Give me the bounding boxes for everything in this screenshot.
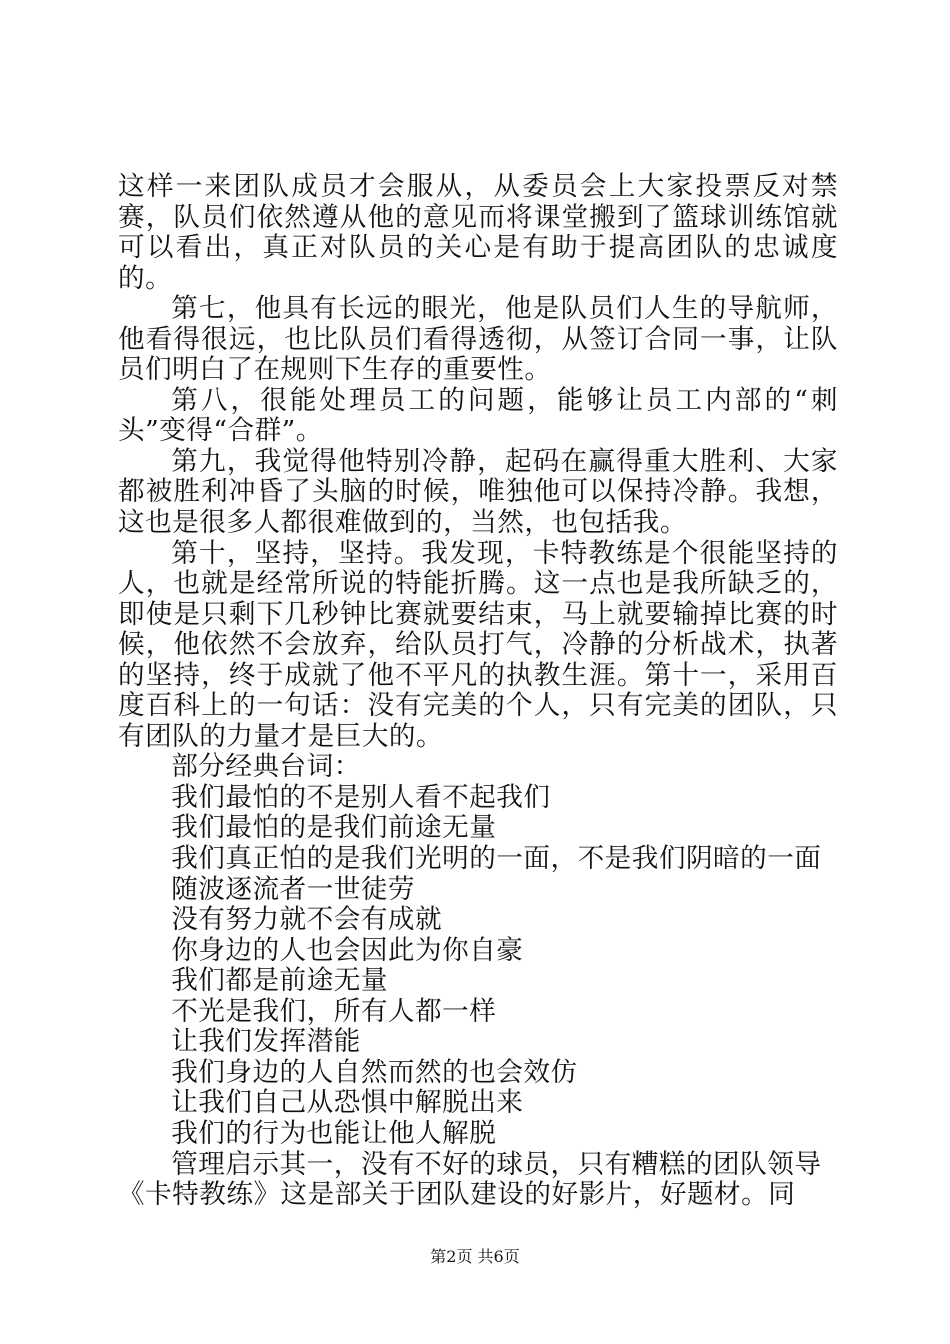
- quote-line: 你身边的人也会因此为你自豪: [171, 934, 524, 966]
- quote-line: 我们的行为也能让他人解脱: [171, 1117, 497, 1149]
- quote-line: 我们真正怕的是我们光明的一面，不是我们阴暗的一面: [171, 843, 822, 875]
- quote-line: 我们身边的人自然而然的也会效仿: [171, 1056, 578, 1088]
- paragraph-ninth: 第九，我觉得他特别冷静，起码在赢得重大胜利、大家都被胜利冲昏了头脑的时候，唯独他可以保持冷静。我想，这也是很多人都很难做到的，当然，也包括我。: [118, 445, 838, 539]
- quotes-heading: 部分经典台词：: [171, 751, 361, 783]
- quote-line: 没有努力就不会有成就: [171, 904, 443, 936]
- paragraph-tenth: 第十，坚持，坚持。我发现，卡特教练是个很能坚持的人，也就是经常所说的特能折腾。这一点也是我所缺乏的，即使是只剩下几秒钟比赛就要结束，马上就要输掉比赛的时候，他依然不会放弃，给队员打气，冷静的分析战术，执著的坚持，终于成就了他不平凡的执教生涯。第十一，采用百度百科上的一句话：没有完美的个人，只有完美的团队，只有团队的力量才是巨大的。: [118, 537, 838, 752]
- quote-line: 我们最怕的是我们前途无量: [171, 812, 497, 844]
- quote-line: 让我们发挥潜能: [171, 1026, 361, 1058]
- paragraph-continuation: 这样一来团队成员才会服从，从委员会上大家投票反对禁赛，队员们依然遵从他的意见而将课堂搬到了篮球训练馆就可以看出，真正对队员的关心是有助于提高团队的忠诚度的。: [118, 171, 838, 294]
- quote-line: 我们最怕的不是别人看不起我们: [171, 781, 551, 813]
- paragraph-eighth: 第八，很能处理员工的问题，能够让员工内部的“刺头”变得“合群”。: [118, 384, 838, 447]
- page-footer: 第2页 共6页: [430, 1247, 520, 1266]
- quote-line: 管理启示其一，没有不好的球员，只有糟糕的团队领导: [171, 1148, 822, 1180]
- closing-line: 《卡特教练》这是部关于团队建设的好影片，好题材。同: [118, 1179, 796, 1211]
- quote-line: 让我们自己从恐惧中解脱出来: [171, 1087, 524, 1119]
- quote-line: 随波逐流者一世徒劳: [171, 873, 416, 905]
- document-body: [118, 172, 838, 1211]
- quote-line: 不光是我们，所有人都一样: [171, 995, 497, 1027]
- paragraph-seventh: 第七，他具有长远的眼光，他是队员们人生的导航师，他看得很远，也比队员们看得透彻，从签订合同一事，让队员们明白了在规则下生存的重要性。: [118, 293, 838, 386]
- quote-line: 我们都是前途无量: [171, 965, 388, 997]
